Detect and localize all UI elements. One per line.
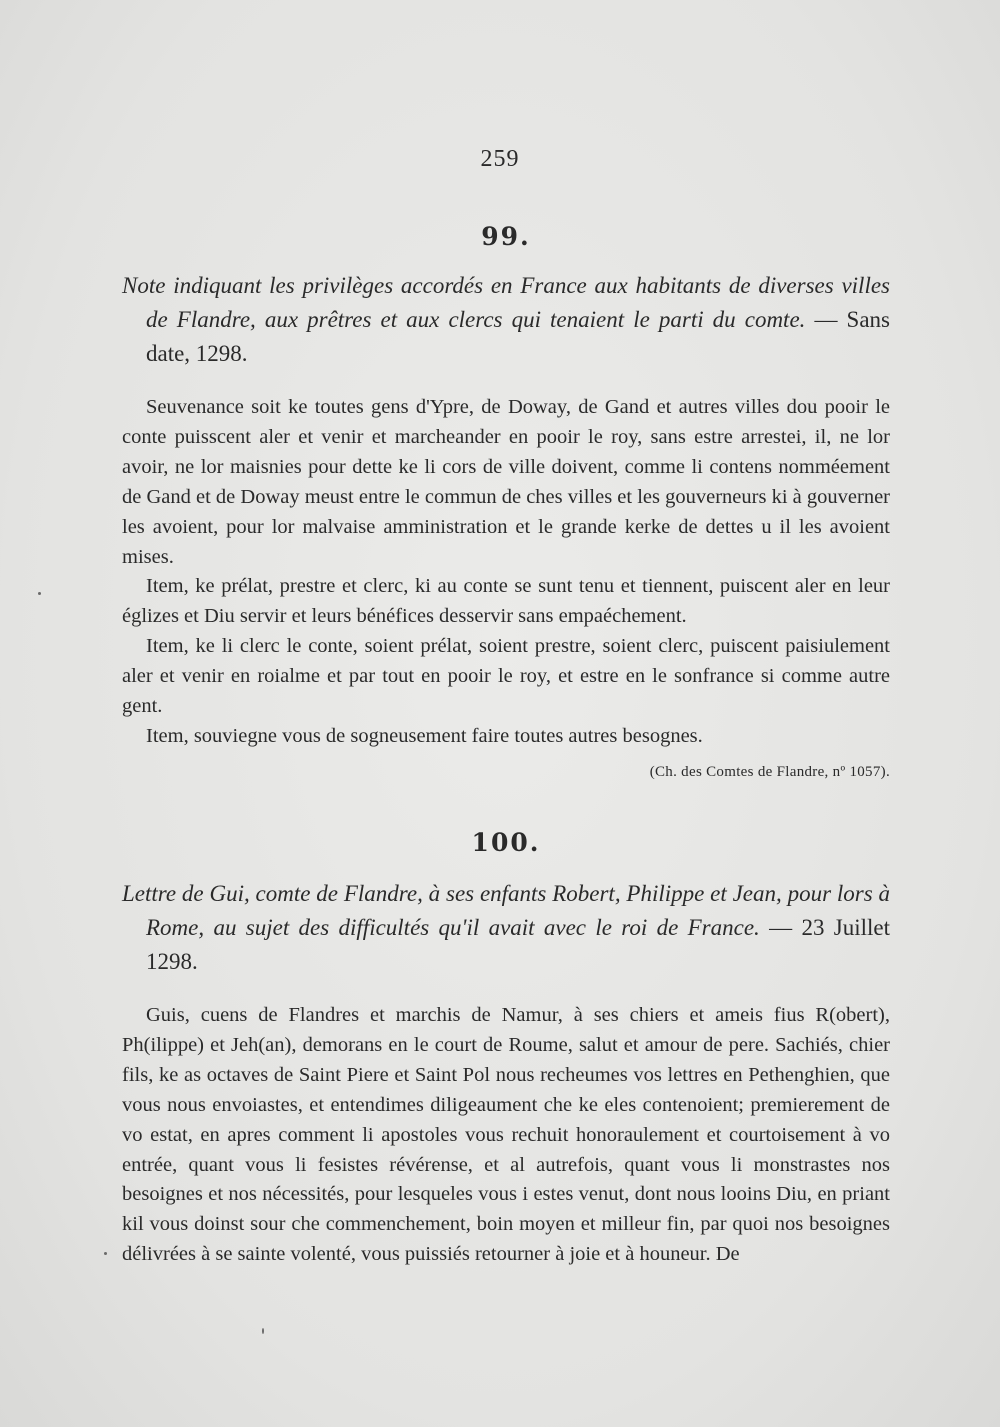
document-99-source: (Ch. des Comtes de Flandre, nº 1057). [649,763,890,780]
document-100-number: 100. [471,828,541,857]
document-99-dateline: — Sans date, 1298. [146,307,891,366]
document-99-heading [122,269,890,371]
document-100 [122,828,890,1270]
document-100-body [122,1001,890,1270]
paper-speck [38,592,41,595]
document-100-heading [122,877,890,979]
document-99-paragraph-2: Item, ke prélat, prestre et clerc, ki au conte se sunt tenu et tiennent, puiscent aler en leur églizes et Diu servir et leurs bénéfices desservir sans empaéchement. [122,575,890,628]
document-99-body [122,393,890,752]
paper-speck [104,1252,107,1255]
document-100-heading-text: Lettre de Gui, comte de Flandre, à ses enfants Robert, Philippe et Jean, pour lors à Rome, au sujet des difficultés qu'il avait avec le roi de France. [122,881,890,940]
document-99-paragraph-3: Item, ke li clerc le conte, soient prélat, soient prestre, soient clerc, puiscent paisiulement aler et venir en roialme et par tout en pooir le roy, et estre en le sonfrance si comme autre gent. [122,635,890,718]
document-99-paragraph-4: Item, souviegne vous de sogneusement faire toutes autres besognes. [146,724,703,747]
document-99-paragraph-1: Seuvenance soit ke toutes gens d'Ypre, de Doway, de Gand et autres villes dou pooir le conte puisscent aler et venir et marcheander en pooir le roy, sans estre arrestei, il, ne lor avoir, ne lor maisnies pour dette ke li cors de ville doivent, comme li contens nomméement de Gand et de Doway meust entre le commun de ches villes et les gouverneurs ki à gouverner les avoient, pour lor malvaise amministration et le grande kerke de dettes u il les avoient mises. [122,396,890,568]
document-99-heading-text: Note indiquant les privilèges accordés en France aux habitants de diverses villes de Flandre, aux prêtres et aux clercs qui tenaient le parti du comte. [122,273,890,332]
document-99 [122,222,890,781]
paper-speck [262,1328,264,1334]
document-99-number: 99. [481,222,531,251]
document-100-paragraph-1: Guis, cuens de Flandres et marchis de Namur, à ses chiers et ameis fius R(obert), Ph(ilippe) et Jeh(an), demorans en le court de Roume, salut et amour de pere. Sachiés, chier fils, ke as octaves de Saint Piere et Saint Pol nous recheumes vos lettres en Pethenghien, que vous nous envoiastes, et entendimes diligeaument che ke eles contenoient; premierement de vo estat, en apres comment li apostoles vous rechuit honoraulement et courtoisement à vo entrée, quant vous li fesistes révérense, et al autrefois, quant vous li monstrastes nos besoignes et nos nécessités, pour lesqueles vous i estes venut, dont nous looins Diu, en priant kil vous doinst sour che commenchement, boin moyen et milleur fin, par quoi nos besoignes délivrées à se sainte volenté, vous puissiés retourner à joie et à houneur. De [122,1004,890,1266]
page-number: 259 [480,146,520,172]
document-100-dateline: — 23 Juillet 1298. [146,915,890,974]
